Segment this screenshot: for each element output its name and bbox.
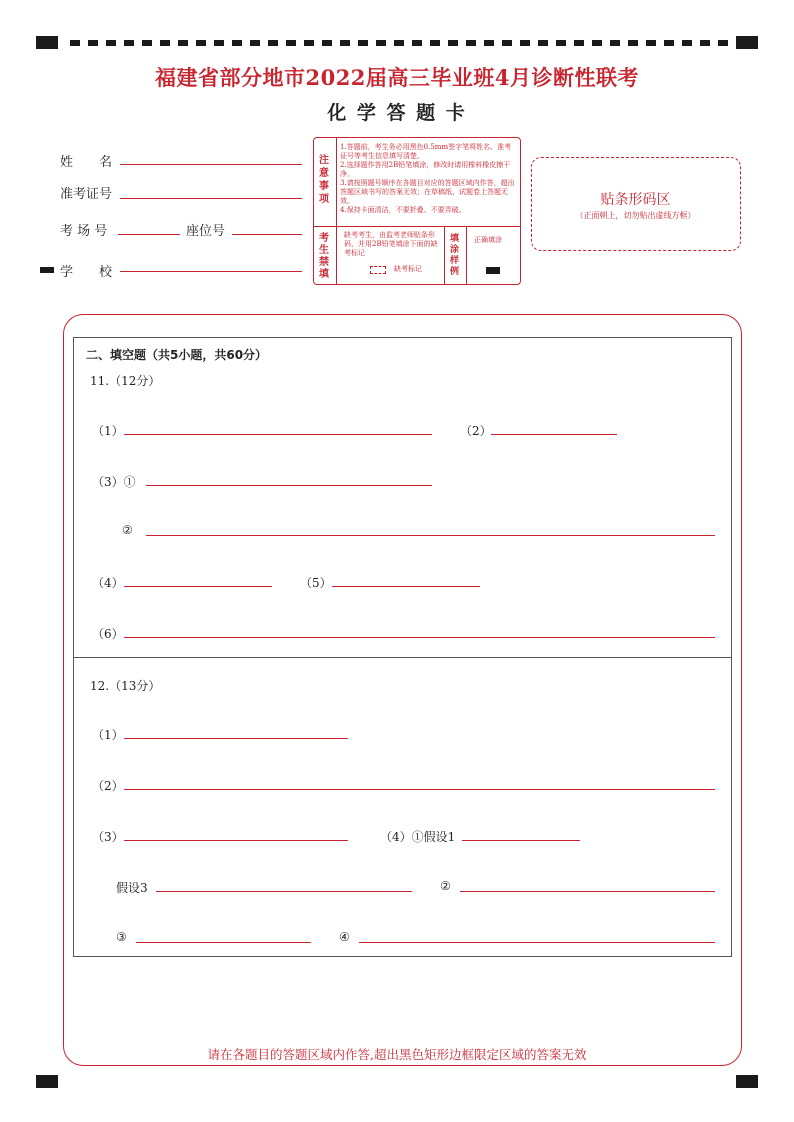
absent-mark-box[interactable] [370, 266, 386, 274]
q11-part3a-field[interactable] [146, 485, 432, 486]
q11-part6-field[interactable] [124, 637, 715, 638]
q12-part1-field[interactable] [124, 738, 348, 739]
q12-part4-label: （4）①假设1 [380, 830, 456, 844]
notice-item: 4.保持卡面清洁，不要折叠、不要弄破。 [340, 206, 466, 214]
q12-hypothesis3-field[interactable] [156, 891, 412, 892]
school-field[interactable] [120, 271, 302, 272]
question-divider [73, 657, 732, 658]
exam-id-label: 准考证号 [60, 187, 113, 202]
section-heading: 二、填空题（共5小题，共60分） [86, 348, 268, 362]
q12-part2-field[interactable] [124, 789, 715, 790]
answer-box [73, 337, 732, 957]
absent-text: 缺考考生，由监考老师贴条形码，并用2B铅笔填涂下面的缺考标记 [344, 231, 438, 257]
q11-part3b-label: ② [122, 523, 133, 537]
q11-part2-label: （2） [460, 424, 492, 438]
sample-correct-label: 正确填涂 [474, 236, 502, 244]
q12-circle4-label: ④ [339, 930, 350, 944]
side-mark [40, 267, 54, 273]
name-label: 姓 名 [60, 155, 113, 170]
footer-notice: 请在各题目的答题区域内作答,超出黑色矩形边框限定区域的答案无效 [207, 1047, 587, 1062]
notice-divider-h [314, 226, 520, 227]
q12-circle2-label: ② [440, 879, 451, 893]
notice-divider-v1 [336, 138, 337, 284]
q12-label: 12.（13分） [90, 679, 161, 693]
q11-part2-field[interactable] [491, 434, 617, 435]
top-dash-line [70, 40, 730, 46]
q12-part1-label: （1） [92, 728, 124, 742]
absent-heading: 考生禁填 [319, 233, 329, 280]
q11-part3b-field[interactable] [146, 535, 715, 536]
sample-filled-mark [486, 267, 500, 274]
seat-label: 座位号 [186, 224, 226, 239]
page-title: 福建省部分地市2022届高三毕业班4月诊断性联考 [154, 65, 640, 90]
corner-mark-bottom-left [36, 1075, 58, 1088]
q11-part6-label: （6） [92, 627, 124, 641]
school-label: 学 校 [60, 265, 113, 280]
name-field[interactable] [120, 164, 302, 165]
q12-part3-field[interactable] [124, 840, 348, 841]
corner-mark-top-left [36, 36, 58, 49]
notice-box [313, 137, 521, 285]
q11-part1-field[interactable] [124, 434, 432, 435]
q11-part4-label: （4） [92, 576, 124, 590]
q12-hypothesis1-field[interactable] [462, 840, 580, 841]
corner-mark-bottom-right [736, 1075, 758, 1088]
q12-circle2-field[interactable] [460, 891, 715, 892]
notice-item: 2.选择题作答用2B铅笔填涂，修改时请用橡料橡皮擦干净。 [340, 161, 511, 178]
notice-divider-v2 [444, 226, 445, 284]
seat-field[interactable] [232, 234, 302, 235]
q12-circle3-field[interactable] [136, 942, 311, 943]
absent-mark-label: 缺考标记 [394, 265, 422, 273]
q11-part4-field[interactable] [124, 586, 272, 587]
q12-hypothesis3-label: 假设3 [116, 881, 148, 895]
q11-part5-label: （5） [300, 576, 332, 590]
q11-part1-label: （1） [92, 424, 124, 438]
room-label: 考 场 号 [60, 224, 108, 239]
notice-items [340, 143, 516, 215]
q12-part3-label: （3） [92, 830, 124, 844]
corner-mark-top-right [736, 36, 758, 49]
barcode-title: 贴条形码区 [600, 192, 671, 208]
notice-heading: 注意事项 [319, 155, 329, 205]
q12-circle3-label: ③ [116, 930, 127, 944]
page-subtitle: 化 学 答 题 卡 [327, 102, 467, 124]
q11-label: 11.（12分） [90, 374, 161, 388]
q11-part3-label: （3）① [92, 475, 136, 489]
q11-part5-field[interactable] [332, 586, 480, 587]
notice-item: 3.请按照题号顺序在各题目对应的答题区域内作答，超出答题区域书写的答案无效；在草稿纸、试题卷上答题无效。 [340, 179, 515, 205]
notice-item: 1.答题前，考生务必用黑色0.5mm签字笔将姓名、准考证号等考生信息填写清楚。 [340, 143, 512, 160]
notice-divider-v3 [466, 226, 467, 284]
sample-heading: 填涂样例 [450, 234, 460, 277]
barcode-hint: （正面朝上，切勿贴出虚线方框） [575, 211, 696, 220]
q12-part2-label: （2） [92, 779, 124, 793]
exam-id-field[interactable] [120, 198, 302, 199]
barcode-area [531, 157, 741, 251]
room-field[interactable] [118, 234, 180, 235]
q12-circle4-field[interactable] [359, 942, 715, 943]
